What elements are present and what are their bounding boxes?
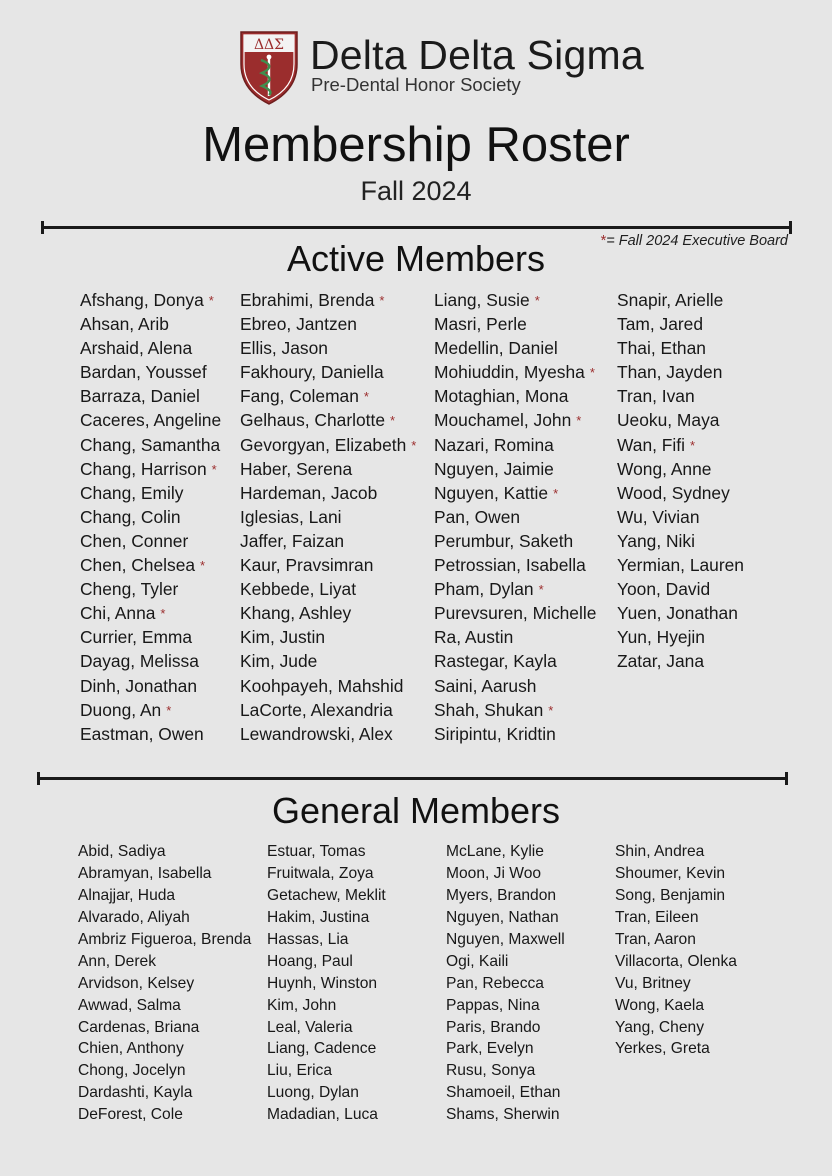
member-name-text: Nazari, Romina (434, 434, 554, 455)
member-name (80, 457, 221, 481)
member-name-text: Chi, Anna (80, 603, 156, 624)
member-name (240, 674, 416, 698)
member-name (78, 1082, 251, 1104)
member-name (434, 360, 596, 384)
member-name (78, 1038, 251, 1060)
member-name-text: Liu, Erica (267, 1062, 333, 1080)
member-name-text: Madadian, Luca (267, 1106, 378, 1124)
member-name (617, 649, 744, 673)
member-name (267, 1017, 386, 1039)
member-name (240, 481, 416, 505)
member-name-text: Koohpayeh, Mahshid (240, 675, 404, 696)
member-name (446, 995, 565, 1017)
member-name-text: McLane, Kylie (446, 843, 544, 860)
member-name (80, 553, 221, 577)
member-name (267, 863, 386, 885)
member-name-text: Park, Evelyn (446, 1040, 534, 1058)
member-name-text: Yoon, David (617, 579, 711, 600)
member-name (617, 625, 744, 649)
member-name (240, 698, 416, 722)
member-name-text: Gevorgyan, Elizabeth (240, 434, 407, 455)
member-name (78, 885, 251, 907)
member-name-text: Purevsuren, Michelle (434, 603, 597, 624)
member-name (80, 674, 221, 698)
member-name (80, 529, 221, 553)
executive-star-icon: * (576, 413, 582, 429)
executive-star-icon: * (379, 293, 385, 308)
member-name-text: Afshang, Donya (80, 290, 204, 310)
member-name (615, 1038, 737, 1060)
member-name (617, 505, 744, 529)
member-name (80, 601, 221, 625)
member-name-text: Kim, Jude (240, 651, 318, 672)
member-name (267, 1060, 386, 1082)
member-name (434, 674, 596, 698)
general-column-4 (615, 841, 737, 1060)
member-name (434, 312, 596, 336)
member-name (446, 1038, 565, 1060)
member-name (446, 885, 565, 907)
member-name (240, 553, 416, 577)
member-name (615, 841, 737, 863)
member-name-text: Vu, Britney (615, 974, 691, 992)
member-name (446, 1017, 565, 1039)
member-name (434, 601, 596, 625)
member-name-text: Arshaid, Alena (80, 338, 193, 359)
member-name (267, 951, 386, 973)
member-name (617, 577, 744, 601)
legend-text: = Fall 2024 Executive Board (606, 233, 788, 249)
member-name (80, 336, 221, 360)
member-name (78, 973, 251, 995)
member-name-text: Currier, Emma (80, 627, 193, 648)
member-name-text: Pan, Owen (434, 506, 521, 527)
executive-star-icon: * (208, 293, 214, 308)
member-name-text: Abid, Sadiya (78, 843, 166, 860)
member-name (615, 863, 737, 885)
executive-star-icon: * (589, 365, 595, 381)
member-name-text: Huynh, Winston (267, 974, 378, 992)
member-name (446, 1082, 565, 1104)
active-column-1 (80, 288, 221, 746)
member-name-text: Fakhoury, Daniella (240, 362, 384, 383)
member-name-text: Dardashti, Kayla (78, 1084, 193, 1102)
member-name-text: Shamoeil, Ethan (446, 1084, 561, 1102)
member-name (80, 384, 221, 408)
member-name (434, 505, 596, 529)
member-name-text: Perumbur, Saketh (434, 530, 574, 551)
member-name-text: Shams, Sherwin (446, 1106, 560, 1124)
member-name (615, 973, 737, 995)
member-name (446, 1104, 565, 1126)
member-name (446, 973, 565, 995)
executive-star-icon: * (411, 437, 417, 453)
member-name (617, 433, 744, 457)
member-name-text: Hakim, Justina (267, 908, 370, 926)
term-label: Fall 2024 (360, 176, 472, 206)
member-name-text: Petrossian, Isabella (434, 555, 586, 576)
member-name (446, 1060, 565, 1082)
member-name (267, 973, 386, 995)
member-name (615, 995, 737, 1017)
member-name-text: Yun, Hyejin (617, 627, 705, 648)
member-name-text: Ebreo, Jantzen (240, 314, 357, 335)
member-name (80, 505, 221, 529)
member-name (267, 841, 386, 863)
member-name-text: Mouchamel, John (434, 410, 572, 431)
member-name-text: Awwad, Salma (78, 996, 181, 1014)
member-name-text: Jaffer, Faizan (240, 530, 345, 551)
member-name-text: Wu, Vivian (617, 506, 700, 527)
member-name-text: Nguyen, Maxwell (446, 930, 565, 948)
member-name-text: Tran, Ivan (617, 386, 695, 407)
member-name-text: Zatar, Jana (617, 651, 705, 672)
member-name (617, 312, 744, 336)
member-name-text: Tam, Jared (617, 314, 704, 335)
member-name (78, 1017, 251, 1039)
member-name-text: DeForest, Cole (78, 1106, 183, 1124)
member-name (446, 863, 565, 885)
member-name (240, 336, 416, 360)
member-name (434, 408, 596, 432)
member-name-text: Eastman, Owen (80, 723, 204, 744)
executive-star-icon: * (534, 293, 540, 308)
member-name-text: Yerkes, Greta (615, 1040, 710, 1058)
general-column-3 (446, 841, 565, 1126)
crest-letters: ΔΔΣ (253, 37, 285, 53)
member-name-text: Ebrahimi, Brenda (240, 290, 375, 310)
member-name-text: Luong, Dylan (267, 1084, 359, 1102)
member-name (434, 698, 596, 722)
member-name (240, 312, 416, 336)
member-name (615, 951, 737, 973)
member-name (446, 841, 565, 863)
member-name-text: Cheng, Tyler (80, 579, 179, 600)
member-name-text: Arvidson, Kelsey (78, 974, 195, 992)
member-name (615, 929, 737, 951)
executive-star-icon: * (538, 582, 544, 598)
member-name (78, 995, 251, 1017)
member-name (267, 995, 386, 1017)
member-name-text: Barraza, Daniel (80, 386, 200, 407)
member-name (434, 336, 596, 360)
general-column-1 (78, 841, 251, 1126)
member-name-text: Motaghian, Mona (434, 386, 569, 407)
general-column-2 (267, 841, 386, 1126)
member-name (446, 929, 565, 951)
member-name (617, 529, 744, 553)
member-name-text: Chang, Colin (80, 506, 181, 527)
member-name (78, 951, 251, 973)
member-name-text: Shoumer, Kevin (615, 864, 726, 882)
member-name (80, 360, 221, 384)
member-name-text: Hassas, Lia (267, 930, 349, 948)
member-name-text: Pappas, Nina (446, 996, 540, 1014)
member-name-text: Wan, Fifi (617, 434, 685, 455)
top-divider (41, 226, 792, 229)
member-name-text: LaCorte, Alexandria (240, 699, 393, 720)
executive-star-icon: * (548, 702, 554, 718)
member-name-text: Pan, Rebecca (446, 974, 544, 992)
member-name-text: Than, Jayden (617, 362, 723, 383)
member-name-text: Khang, Ashley (240, 603, 352, 624)
member-name-text: Tran, Aaron (615, 930, 696, 948)
member-name-text: Kim, John (267, 996, 337, 1014)
member-name (78, 863, 251, 885)
member-name-text: Shah, Shukan (434, 699, 544, 720)
executive-star-icon: * (200, 558, 206, 574)
member-name-text: Moon, Ji Woo (446, 864, 542, 882)
member-name-text: Caceres, Angeline (80, 410, 222, 431)
member-name (78, 929, 251, 951)
organization-subtitle: Pre-Dental Honor Society (311, 74, 521, 95)
executive-star-icon: * (363, 389, 369, 405)
member-name (434, 529, 596, 553)
member-name-text: Nguyen, Jaimie (434, 458, 554, 479)
member-name (617, 408, 744, 432)
member-name-text: Dayag, Melissa (80, 651, 199, 672)
executive-star-icon: * (211, 461, 217, 477)
member-name-text: Wong, Anne (617, 458, 712, 479)
member-name-text: Fruitwala, Zoya (267, 864, 374, 882)
member-name-text: Nguyen, Nathan (446, 908, 559, 926)
executive-star-icon: * (166, 702, 172, 718)
member-name-text: Chang, Samantha (80, 434, 221, 455)
member-name (80, 408, 221, 432)
executive-star-icon: * (553, 485, 559, 501)
general-members-heading: General Members (271, 790, 561, 831)
member-name (240, 529, 416, 553)
member-name (240, 722, 416, 746)
member-name-text: Snapir, Arielle (617, 290, 724, 310)
member-name (80, 288, 221, 312)
member-name (617, 457, 744, 481)
member-name (446, 951, 565, 973)
member-name-text: Medellin, Daniel (434, 338, 558, 359)
member-name (78, 907, 251, 929)
member-name-text: Duong, An (80, 699, 162, 720)
member-name (80, 433, 221, 457)
member-name-text: Kim, Justin (240, 627, 326, 648)
legend-star-icon: * (600, 233, 607, 249)
member-name (615, 1017, 737, 1039)
member-name-text: Ambriz Figueroa, Brenda (78, 930, 252, 948)
member-name (240, 288, 416, 312)
member-name-text: Chang, Harrison (80, 458, 207, 479)
member-name (617, 481, 744, 505)
member-name (240, 577, 416, 601)
member-name (240, 384, 416, 408)
member-name (80, 722, 221, 746)
member-name (434, 481, 596, 505)
member-name-text: Kebbede, Liyat (240, 579, 357, 600)
organization-name: Delta Delta Sigma (310, 32, 644, 78)
member-name (617, 336, 744, 360)
active-column-2 (240, 288, 416, 746)
member-name-text: Bardan, Youssef (80, 362, 207, 383)
member-name-text: Thai, Ethan (617, 338, 706, 359)
member-name-text: Mohiuddin, Myesha (434, 362, 585, 383)
member-name (240, 505, 416, 529)
member-name-text: Alnajjar, Huda (78, 886, 176, 904)
member-name (434, 577, 596, 601)
member-name-text: Yermian, Lauren (617, 555, 744, 576)
member-name (267, 907, 386, 929)
member-name-text: Iglesias, Lani (240, 506, 342, 527)
active-column-4 (617, 288, 744, 674)
member-name (446, 907, 565, 929)
member-name (80, 698, 221, 722)
member-name-text: Ann, Derek (78, 952, 157, 970)
member-name-text: Alvarado, Aliyah (78, 908, 190, 926)
member-name-text: Paris, Brando (446, 1018, 541, 1036)
member-name-text: Chen, Chelsea (80, 555, 196, 576)
member-name-text: Dinh, Jonathan (80, 675, 197, 696)
member-name-text: Rusu, Sonya (446, 1062, 536, 1080)
member-name (434, 384, 596, 408)
member-name (80, 312, 221, 336)
member-name-text: Wong, Kaela (615, 996, 705, 1014)
member-name (240, 625, 416, 649)
member-name-text: Hardeman, Jacob (240, 482, 378, 503)
member-name-text: Chen, Conner (80, 530, 189, 551)
member-name (240, 433, 416, 457)
member-name-text: Wood, Sydney (617, 482, 730, 503)
member-name-text: Pham, Dylan (434, 579, 534, 600)
member-name (434, 722, 596, 746)
society-crest-logo (238, 28, 300, 106)
member-name (617, 601, 744, 625)
member-name (240, 457, 416, 481)
executive-star-icon: * (160, 606, 166, 622)
member-name (80, 625, 221, 649)
member-name (434, 553, 596, 577)
member-name (434, 288, 596, 312)
member-name (80, 649, 221, 673)
middle-divider (37, 777, 788, 780)
member-name (80, 577, 221, 601)
member-name-text: Saini, Aarush (434, 675, 537, 696)
member-name-text: Villacorta, Olenka (615, 952, 737, 970)
executive-star-icon: * (689, 437, 696, 453)
member-name (267, 1104, 386, 1126)
active-members-heading: Active Members (286, 238, 546, 279)
member-name (617, 288, 744, 312)
member-name (240, 360, 416, 384)
member-name-text: Chong, Jocelyn (78, 1062, 186, 1080)
member-name-text: Abramyan, Isabella (78, 864, 212, 882)
member-name-text: Fang, Coleman (240, 386, 359, 407)
member-name-text: Yuen, Jonathan (617, 603, 738, 624)
member-name (80, 481, 221, 505)
member-name (267, 929, 386, 951)
member-name (240, 601, 416, 625)
member-name (617, 384, 744, 408)
member-name (434, 649, 596, 673)
member-name (615, 885, 737, 907)
member-name (617, 553, 744, 577)
member-name-text: Haber, Serena (240, 458, 353, 479)
member-name-text: Masri, Perle (434, 314, 527, 335)
member-name-text: Tran, Eileen (615, 908, 699, 926)
member-name-text: Ueoku, Maya (617, 410, 720, 431)
member-name-text: Chien, Anthony (78, 1040, 184, 1058)
member-name (434, 625, 596, 649)
member-name-text: Liang, Susie (434, 290, 530, 310)
member-name-text: Gelhaus, Charlotte (240, 410, 386, 431)
member-name-text: Estuar, Tomas (267, 843, 366, 860)
member-name (434, 457, 596, 481)
member-name-text: Siripintu, Kridtin (434, 723, 556, 744)
member-name-text: Myers, Brandon (446, 886, 557, 904)
executive-star-icon: * (390, 413, 396, 429)
member-name-text: Lewandrowski, Alex (240, 723, 393, 744)
member-name-text: Chang, Emily (80, 482, 184, 503)
active-column-3 (434, 288, 596, 746)
member-name (240, 408, 416, 432)
member-name-text: Ra, Austin (434, 627, 514, 648)
member-name (240, 649, 416, 673)
member-name-text: Cardenas, Briana (78, 1018, 200, 1036)
member-name (267, 1038, 386, 1060)
member-name-text: Nguyen, Kattie (434, 482, 549, 503)
member-name-text: Kaur, Pravsimran (240, 555, 374, 576)
member-name-text: Leal, Valeria (267, 1018, 353, 1036)
member-name-text: Ellis, Jason (240, 338, 328, 359)
member-name (78, 1060, 251, 1082)
member-name (78, 841, 251, 863)
member-name-text: Liang, Cadence (267, 1040, 377, 1058)
member-name (267, 885, 386, 907)
member-name (267, 1082, 386, 1104)
page-title: Membership Roster (202, 118, 630, 172)
member-name-text: Song, Benjamin (615, 886, 726, 904)
member-name-text: Yang, Niki (617, 530, 695, 551)
member-name-text: Hoang, Paul (267, 952, 353, 970)
member-name-text: Getachew, Meklit (267, 886, 386, 904)
member-name (617, 360, 744, 384)
member-name-text: Yang, Cheny (615, 1018, 705, 1036)
member-name-text: Shin, Andrea (615, 843, 705, 860)
member-name-text: Ogi, Kaili (446, 952, 509, 970)
member-name (615, 907, 737, 929)
member-name-text: Ahsan, Arib (80, 314, 169, 335)
member-name (434, 433, 596, 457)
member-name (78, 1104, 251, 1126)
member-name-text: Rastegar, Kayla (434, 651, 557, 672)
